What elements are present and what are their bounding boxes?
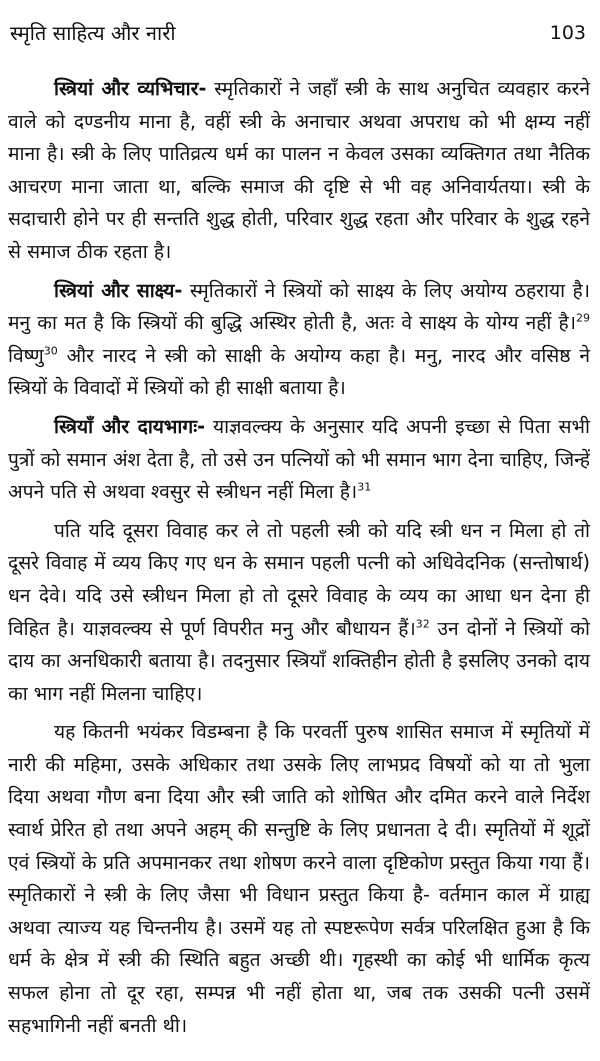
paragraph-text: उन दोनों ने स्त्रियों को दाय का अनधिकारी बताया है। तदनुसार स्त्रियाँ शक्तिहीन होती है इसलिए उनको दाय का भाग नहीं मिलना चाहिए। [8, 616, 590, 705]
paragraph-conclusion [8, 716, 590, 1042]
footnote-ref: 30 [43, 344, 58, 358]
page-number: 103 [549, 22, 586, 44]
paragraph-second-marriage [8, 515, 590, 711]
paragraph-text: स्मृतिकारों ने स्त्रियों को साक्ष्य के लिए अयोग्य ठहराया है। मनु का मत है कि स्त्रियों की बुद्धि अस्थिर होती है, अतः वे साक्ष्य के योग्य नहीं है। [8, 278, 591, 335]
footnote-ref: 31 [357, 480, 372, 494]
section-heading-testimony: स्त्रियां और साक्ष्य- [54, 278, 183, 302]
footnote-ref: 29 [576, 311, 590, 325]
running-title: स्मृति साहित्य और नारी [10, 21, 176, 45]
paragraph-testimony [8, 275, 590, 405]
paragraph-text: विष्णु [8, 343, 44, 367]
paragraph-text: स्मृतिकारों ने जहाँ स्त्री के साथ अनुचित व्यवहार करने वाले को दण्डनीय माना है, वहीं स्त्री के अनाचार अथवा अपराध को भी क्षम्य नहीं माना है। स्त्री के लिए पातिव्रत्य धर्म का पालन न केवल उसका व्यक्तिगत तथा नैतिक आचरण माना जाता था, बल्कि समाज की दृष्टि से भी वह अनिवार्यतया। स्त्री के सदाचारी होने पर ही सन्तति शुद्ध होती, परिवार शुद्ध रहता और परिवार के शुद्ध रहने से समाज ठीक रहता है। [8, 77, 590, 263]
section-heading-adultery: स्त्रियां और व्यभिचार- [54, 77, 207, 100]
page-body [8, 73, 590, 1048]
paragraph-inheritance [8, 411, 590, 509]
paragraph-text: और नारद ने स्त्री को साक्षी के अयोग्य कहा है। मनु, नारद और वसिष्ठ ने स्त्रियों के विवादों में स्त्रियों को ही साक्षी बताया है। [8, 343, 590, 400]
paragraph-text: याज्ञवल्क्य के अनुसार यदि अपनी इच्छा से पिता सभी पुत्रों को समान अंश देता है, तो उसे उन पत्नियों को भी समान भाग देना चाहिए, जिन्हें अपने पति से अथवा श्वसुर से स्त्रीधन नहीं मिला है। [8, 414, 590, 504]
section-heading-inheritance: स्त्रियाँ और दायभागः- [54, 414, 206, 438]
footnote-ref: 32 [415, 617, 430, 631]
paragraph-adultery [8, 73, 590, 269]
page-header [10, 16, 586, 50]
paragraph-text: यह कितनी भयंकर विडम्बना है कि परवर्ती पुरुष शासित समाज में स्मृतियों में नारी की महिमा, उसके अधिकार तथा उसके लिए लाभप्रद विषयों को या तो भुला दिया अथवा गौण बना दिया और स्त्री जाति को शोषित और दमित करने वाले निर्देश स्वार्थ प्रेरित हो तथा अपने अहम् की सन्तुष्टि के लिए प्रधानता दे दी। स्मृतियों में शूद्रों एवं स्त्रियों के प्रति अपमानकर तथा शोषण करने वाला दृष्टिकोण प्रस्तुत किया गया हैं। स्मृतिकारों ने स्त्री के लिए जैसा भी विधान प्रस्तुत किया है- वर्तमान काल में ग्राह्य अथवा त्याज्य यह चिन्तनीय है। उसमें यह तो स्पष्टरूपेण सर्वत्र परिलक्षित हुआ है कि धर्म के क्षेत्र में स्त्री की स्थिति बहुत अच्छी थी। गृहस्थी का कोई भी धार्मिक कृत्य सफल होना तो दूर रहा, सम्पन्न भी नहीं होता था, जब तक उसकी पत्नी उसमें सहभागिनी नहीं बनती थी। [8, 720, 590, 1037]
paragraph-text: पति यदि दूसरा विवाह कर ले तो पहली स्त्री को यदि स्त्री धन न मिला हो तो दूसरे विवाह में व्यय किए गए धन के समान पहली पत्नी को अधिवेदनिक (सन्तोषार्थ) धन देवे। यदि उसे स्त्रीधन मिला हो तो दूसरे विवाह के व्यय का आधा धन देना ही विहित है। याज्ञवल्क्य से पूर्ण विपरीत मनु और बौधायन हैं। [8, 518, 590, 640]
